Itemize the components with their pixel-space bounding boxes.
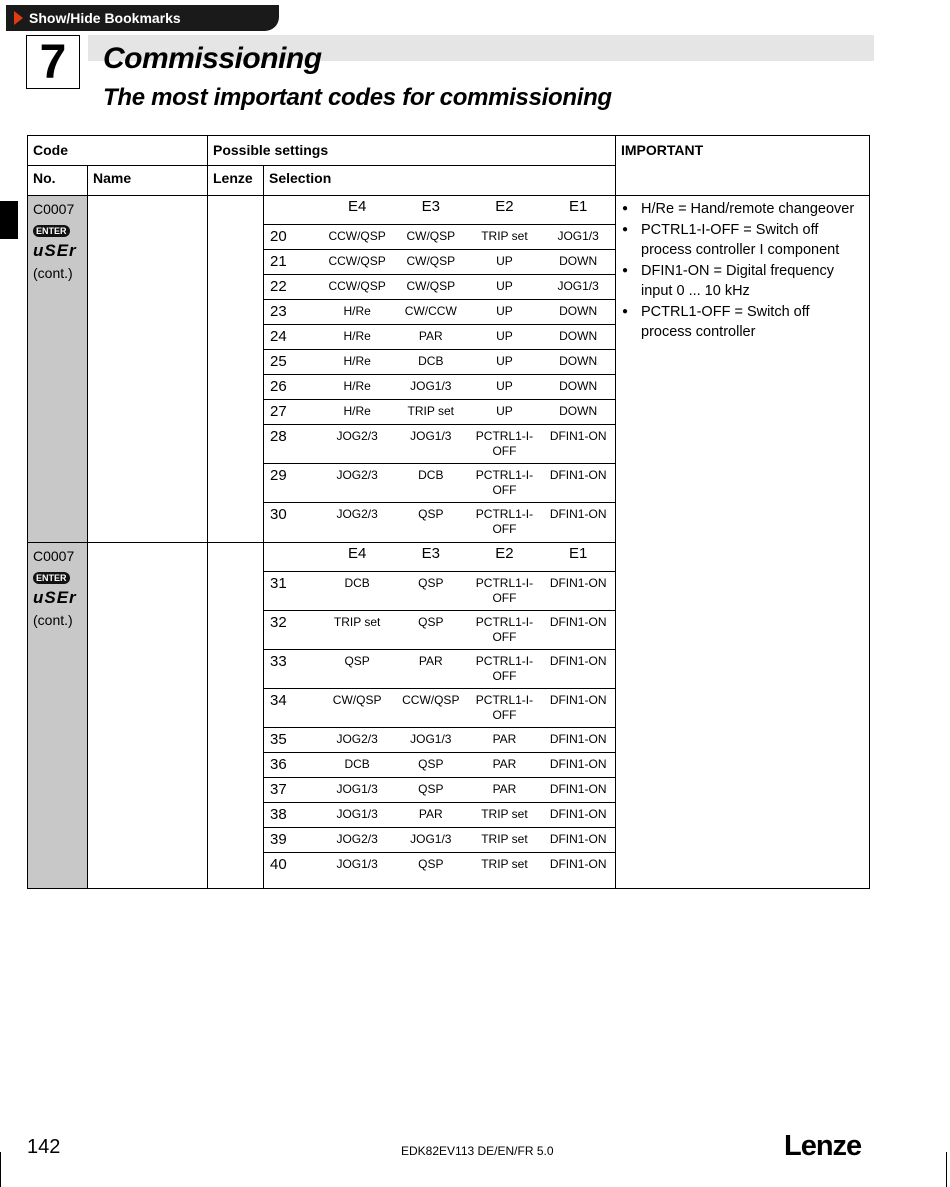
cell-e1: DFIN1-ON xyxy=(541,571,615,610)
cell-e1: DFIN1-ON xyxy=(541,752,615,777)
cell-e3: JOG1/3 xyxy=(394,727,468,752)
table-row xyxy=(264,802,615,827)
row-number: 23 xyxy=(264,300,320,325)
cell-e1: DFIN1-ON xyxy=(541,777,615,802)
cell-e4: CW/QSP xyxy=(320,688,394,727)
cell-e3: JOG1/3 xyxy=(394,827,468,852)
cell-e3: CW/QSP xyxy=(394,250,468,275)
section-title: The most important codes for commissioning xyxy=(103,84,612,111)
cell-e3: QSP xyxy=(394,752,468,777)
cell-e4: H/Re xyxy=(320,350,394,375)
cell-e4: JOG1/3 xyxy=(320,802,394,827)
lenze-logo: Lenze xyxy=(784,1130,862,1162)
show-hide-bookmarks-button[interactable] xyxy=(6,5,279,31)
table-row xyxy=(264,852,615,877)
cell-e4: JOG2/3 xyxy=(320,727,394,752)
row-number: 35 xyxy=(264,727,320,752)
row-number: 25 xyxy=(264,350,320,375)
row-number: 37 xyxy=(264,777,320,802)
col-header: E4 xyxy=(320,196,394,225)
cell-e4: QSP xyxy=(320,649,394,688)
cell-e2: TRIP set xyxy=(468,802,542,827)
row-number: 31 xyxy=(264,571,320,610)
table-row xyxy=(264,827,615,852)
table-row xyxy=(264,610,615,649)
cell-e2: PAR xyxy=(468,752,542,777)
col-header: E3 xyxy=(394,543,468,572)
crop-mark xyxy=(946,1152,947,1187)
table-row xyxy=(264,727,615,752)
cont-label: (cont.) xyxy=(33,611,73,628)
table-row xyxy=(264,425,615,464)
list-item: ● PCTRL1-I-OFF = Switch off process controller I component xyxy=(622,220,863,260)
cell-e1: JOG1/3 xyxy=(541,225,615,250)
table-row xyxy=(264,752,615,777)
cell-e2: UP xyxy=(468,375,542,400)
chapter-title: Commissioning xyxy=(103,42,322,75)
cell-e3: CW/QSP xyxy=(394,275,468,300)
cell-e1: DFIN1-ON xyxy=(541,827,615,852)
col-header: E1 xyxy=(541,543,615,572)
cell-e4: H/Re xyxy=(320,325,394,350)
chapter-number: 7 xyxy=(26,35,80,89)
cell-e3: PAR xyxy=(394,802,468,827)
row-number: 30 xyxy=(270,506,287,523)
cell-e4: CCW/QSP xyxy=(320,250,394,275)
cell-e2: UP xyxy=(468,400,542,425)
cell-e4: TRIP set xyxy=(320,610,394,649)
cell-e2: TRIP set xyxy=(481,856,528,871)
cell-e1: DFIN1-ON xyxy=(541,425,615,464)
cell-e3: QSP xyxy=(418,856,444,871)
table-row xyxy=(264,400,615,425)
cell-e4: DCB xyxy=(320,752,394,777)
cell-e3: PAR xyxy=(394,325,468,350)
row-number: 33 xyxy=(264,649,320,688)
cell-e4: JOG2/3 xyxy=(320,827,394,852)
header-possible-settings: Possible settings xyxy=(208,136,616,166)
important-list xyxy=(616,196,869,342)
row-number: 39 xyxy=(264,827,320,852)
table-row xyxy=(264,350,615,375)
document-id: EDK82EV113 DE/EN/FR 5.0 xyxy=(401,1144,554,1158)
commissioning-table xyxy=(27,135,870,889)
cell-e2: UP xyxy=(468,250,542,275)
cell-e2: TRIP set xyxy=(468,827,542,852)
cell-e4: CCW/QSP xyxy=(320,275,394,300)
cell-e1: DOWN xyxy=(541,350,615,375)
row-number: 22 xyxy=(264,275,320,300)
list-item: ● DFIN1-ON = Digital frequency input 0 ... 10 kHz xyxy=(622,261,863,301)
user-display-icon: uSEr xyxy=(33,241,77,260)
name-cell xyxy=(88,196,208,543)
cell-e4: H/Re xyxy=(320,300,394,325)
blank xyxy=(264,543,320,572)
row-number: 21 xyxy=(264,250,320,275)
cell-e2: PCTRL1-I-OFF xyxy=(468,425,542,464)
cell-e1: DOWN xyxy=(541,325,615,350)
cell-e1: DOWN xyxy=(541,375,615,400)
cell-e2: PCTRL1-I-OFF xyxy=(468,610,542,649)
row-number: 34 xyxy=(264,688,320,727)
row-number: 24 xyxy=(264,325,320,350)
row-number: 28 xyxy=(264,425,320,464)
cell-e1: DOWN xyxy=(541,300,615,325)
cell-e1: DOWN xyxy=(541,250,615,275)
col-header: E4 xyxy=(320,543,394,572)
header-lenze: Lenze xyxy=(208,166,264,196)
cell-e3: QSP xyxy=(418,507,444,521)
table-row xyxy=(264,777,615,802)
table-row xyxy=(264,571,615,610)
cell-e1: DFIN1-ON xyxy=(541,727,615,752)
row-number: 36 xyxy=(264,752,320,777)
side-marker xyxy=(0,201,18,239)
cell-e4: JOG1/3 xyxy=(336,856,378,871)
table-row xyxy=(264,250,615,275)
cell-e3: TRIP set xyxy=(394,400,468,425)
name-cell xyxy=(88,542,208,888)
cell-e2: UP xyxy=(468,325,542,350)
cell-e2: UP xyxy=(468,350,542,375)
bookmarks-label: Show/Hide Bookmarks xyxy=(29,10,181,26)
cell-e4: CCW/QSP xyxy=(320,225,394,250)
cell-e2: PAR xyxy=(468,727,542,752)
table-row xyxy=(264,225,615,250)
cell-e3: CW/QSP xyxy=(394,225,468,250)
important-cell xyxy=(616,196,870,889)
col-header: E2 xyxy=(468,196,542,225)
cell-e2: PCTRL1-I-OFF xyxy=(468,688,542,727)
cont-label: (cont.) xyxy=(33,265,73,281)
table-row xyxy=(264,688,615,727)
cell-e1: DFIN1-ON xyxy=(549,856,607,871)
col-header: E2 xyxy=(468,543,542,572)
cell-e1: DFIN1-ON xyxy=(541,610,615,649)
cell-e1: DFIN1-ON xyxy=(549,507,607,521)
col-header: E3 xyxy=(394,196,468,225)
cell-e1: DFIN1-ON xyxy=(541,802,615,827)
table-row xyxy=(264,375,615,400)
cell-e2: PCTRL1-I-OFF xyxy=(468,649,542,688)
row-number: 38 xyxy=(264,802,320,827)
code-cell xyxy=(28,542,88,888)
row-number: 32 xyxy=(264,610,320,649)
selection-cell xyxy=(264,196,616,543)
cell-e4: H/Re xyxy=(320,375,394,400)
selection-table xyxy=(264,196,615,542)
cell-e3: JOG1/3 xyxy=(394,425,468,464)
page-number: 142 xyxy=(27,1136,61,1158)
cell-e1: DFIN1-ON xyxy=(541,464,615,503)
user-display-icon: uSEr xyxy=(33,587,77,607)
table-row xyxy=(264,464,615,503)
table-row xyxy=(264,325,615,350)
cell-e4: JOG2/3 xyxy=(320,464,394,503)
code-cell xyxy=(28,196,88,543)
row-number: 20 xyxy=(264,225,320,250)
cell-e4: JOG2/3 xyxy=(336,507,378,521)
code-number: C0007 xyxy=(33,547,75,564)
table-row xyxy=(264,300,615,325)
header-selection: Selection xyxy=(264,166,616,196)
cell-e3: JOG1/3 xyxy=(394,375,468,400)
cell-e2: PCTRL1-I-OFF xyxy=(468,464,542,503)
cell-e3: CCW/QSP xyxy=(394,688,468,727)
cell-e2: PCTRL1-I-OFF xyxy=(475,507,534,536)
row-number: 27 xyxy=(264,400,320,425)
triangle-right-icon xyxy=(14,11,23,25)
code-number: C0007 xyxy=(33,201,75,217)
table-row xyxy=(264,503,615,542)
selection-cell xyxy=(264,542,616,888)
cell-e3: QSP xyxy=(394,571,468,610)
cell-e4: H/Re xyxy=(320,400,394,425)
cell-e1: DFIN1-ON xyxy=(541,649,615,688)
cell-e2: UP xyxy=(468,275,542,300)
cell-e1: DOWN xyxy=(541,400,615,425)
row-number: 26 xyxy=(264,375,320,400)
lenze-cell xyxy=(208,542,264,888)
cell-e3: CW/CCW xyxy=(394,300,468,325)
header-no: No. xyxy=(28,166,88,196)
cell-e2: TRIP set xyxy=(468,225,542,250)
row-number: 29 xyxy=(264,464,320,503)
cell-e3: QSP xyxy=(394,777,468,802)
table-row xyxy=(264,275,615,300)
cell-e3: DCB xyxy=(394,350,468,375)
cell-e3: QSP xyxy=(394,610,468,649)
cell-e4: JOG1/3 xyxy=(320,777,394,802)
header-code: Code xyxy=(28,136,208,166)
cell-e4: DCB xyxy=(320,571,394,610)
cell-e3: PAR xyxy=(394,649,468,688)
crop-mark xyxy=(0,1152,1,1187)
table-row xyxy=(264,649,615,688)
lenze-cell xyxy=(208,196,264,543)
enter-key-icon: ENTER xyxy=(33,572,70,584)
blank xyxy=(264,196,320,225)
cell-e2: PAR xyxy=(468,777,542,802)
enter-key-icon: ENTER xyxy=(33,225,70,237)
cell-e4: JOG2/3 xyxy=(320,425,394,464)
header-name: Name xyxy=(88,166,208,196)
cell-e2: UP xyxy=(468,300,542,325)
cell-e2: PCTRL1-I-OFF xyxy=(468,571,542,610)
col-header: E1 xyxy=(541,196,615,225)
cell-e3: DCB xyxy=(394,464,468,503)
header-important: IMPORTANT xyxy=(616,136,870,196)
list-item: ● PCTRL1-OFF = Switch off process controller xyxy=(622,302,863,342)
cell-e1: DFIN1-ON xyxy=(541,688,615,727)
row-number: 40 xyxy=(270,855,287,873)
selection-table xyxy=(264,543,615,878)
list-item: ● H/Re = Hand/remote changeover xyxy=(622,199,863,219)
cell-e1: JOG1/3 xyxy=(541,275,615,300)
